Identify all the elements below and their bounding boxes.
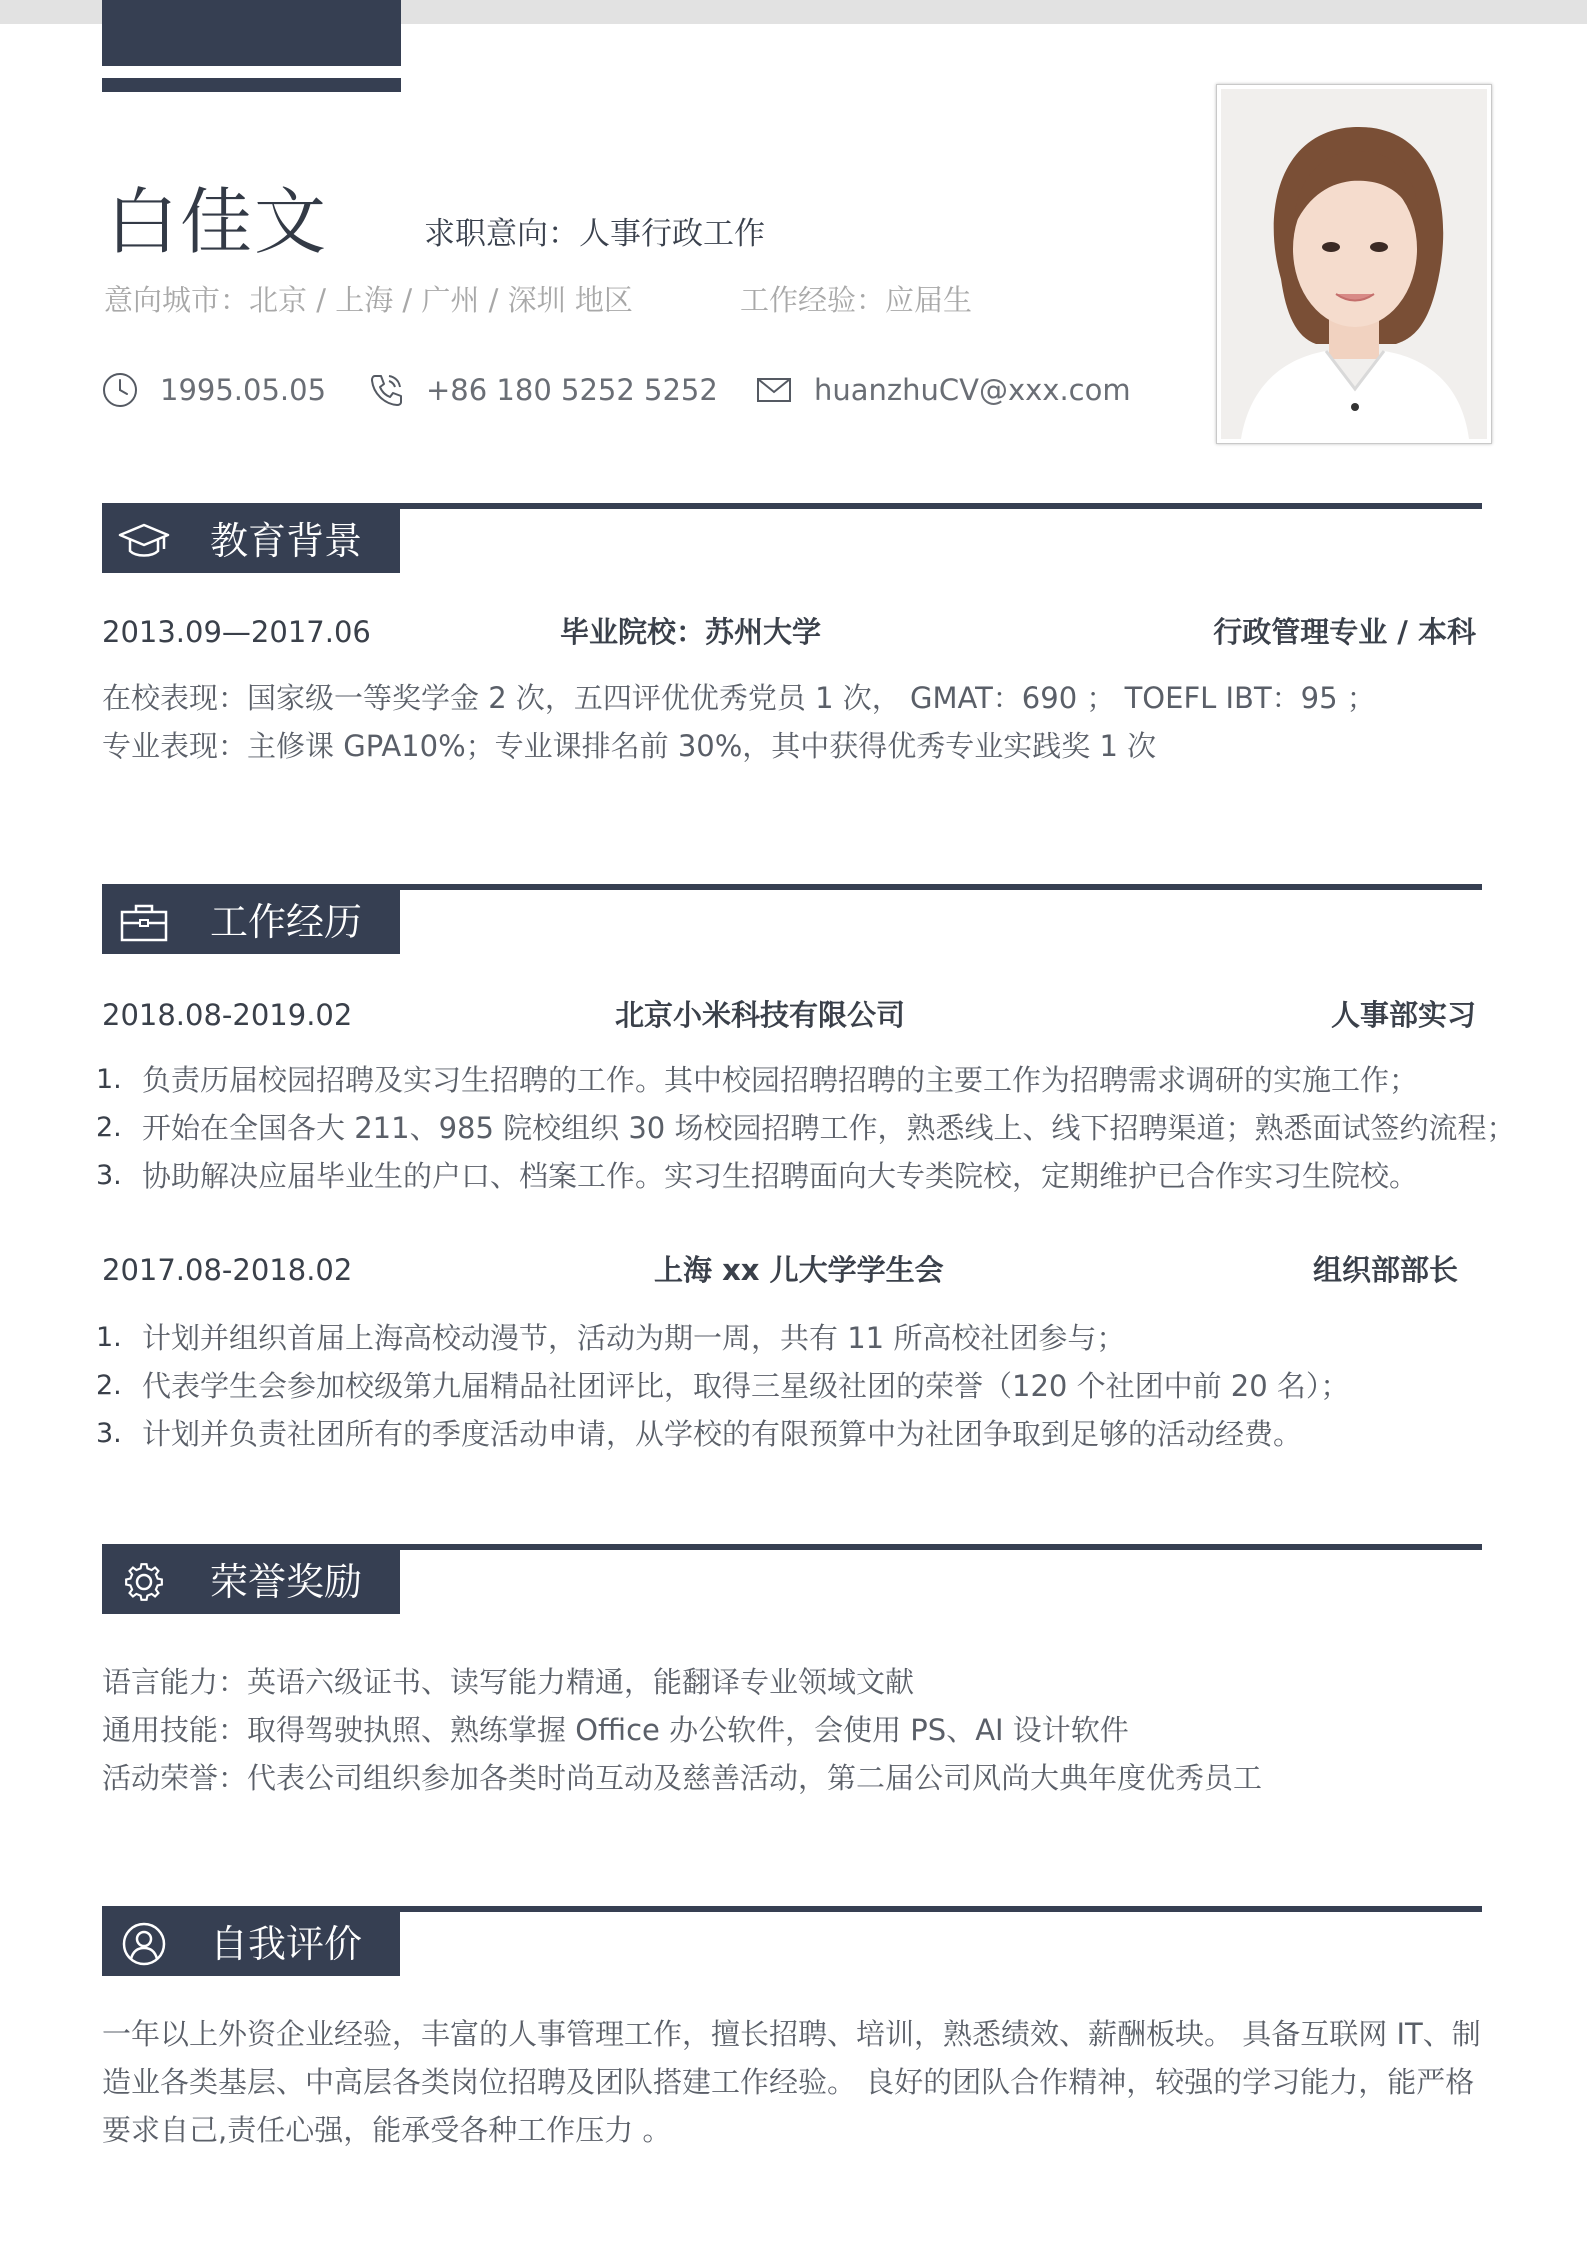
gear-icon	[116, 1558, 172, 1606]
honors-line-3: 活动荣誉：代表公司组织参加各类时尚互动及慈善活动，第二届公司风尚大典年度优秀员工	[102, 1761, 1263, 1795]
education-title: 教育背景	[210, 519, 363, 563]
contact-phone	[366, 368, 718, 412]
education-period: 2013.09—2017.06	[102, 615, 371, 649]
self-line-2: 造业各类基层、中高层各类岗位招聘及团队搭建工作经验。 良好的团队合作精神，较强的学习能力，能严格	[102, 2065, 1475, 2099]
job-2-role: 组织部部长	[1312, 1253, 1458, 1287]
header-decor-block	[102, 0, 401, 66]
contact-email	[754, 368, 1131, 412]
job-1-item-1-num: 1.	[96, 1064, 122, 1095]
contact-birth	[100, 368, 326, 412]
phone-number: +86 180 5252 5252	[426, 373, 718, 407]
target-city: 意向城市：北京 / 上海 / 广州 / 深圳 地区	[104, 283, 633, 317]
job-1-company: 北京小米科技有限公司	[614, 998, 905, 1032]
education-line-1: 在校表现：国家级一等奖学金 2 次，五四评优优秀党员 1 次， GMAT：690 ； TOEFL IBT：95 ；	[102, 681, 1376, 715]
education-line-2: 专业表现：主修课 GPA10%；专业课排名前 30%，其中获得优秀专业实践奖 1 次	[102, 729, 1157, 763]
honors-section-tab	[102, 1550, 400, 1614]
job-1-item-3-num: 3.	[96, 1160, 122, 1191]
birth-date: 1995.05.05	[160, 373, 327, 407]
clock-icon	[100, 370, 140, 410]
job-1-item-2: 开始在全国各大 211、985 院校组织 30 场校园招聘工作，熟悉线上、线下招聘渠道；熟悉面试签约流程；	[142, 1111, 1516, 1145]
job-2-item-3: 计划并负责社团所有的季度活动申请，从学校的有限预算中为社团争取到足够的活动经费。	[142, 1417, 1303, 1451]
graduation-cap-icon	[116, 517, 172, 565]
honors-title: 荣誉奖励	[210, 1560, 363, 1604]
education-major: 行政管理专业 / 本科	[1213, 615, 1476, 649]
briefcase-icon	[116, 898, 172, 946]
self-line-1: 一年以上外资企业经验，丰富的人事管理工作，擅长招聘、培训，熟悉绩效、薪酬板块。 具备互联网 IT、制	[102, 2017, 1481, 2051]
job-2-item-2-num: 2.	[96, 1370, 122, 1401]
work-experience: 工作经验：应届生	[740, 283, 973, 317]
job-1-role: 人事部实习	[1330, 998, 1476, 1032]
education-section-tab	[102, 509, 400, 573]
self-line-3: 要求自己,责任心强，能承受各种工作压力 。	[102, 2113, 672, 2147]
header-decor-line	[102, 78, 401, 92]
job-1-item-2-num: 2.	[96, 1112, 122, 1143]
phone-icon	[366, 370, 406, 410]
job-2-period: 2017.08-2018.02	[102, 1253, 353, 1287]
self-section-tab	[102, 1912, 400, 1976]
job-1-period: 2018.08-2019.02	[102, 998, 353, 1032]
mail-icon	[754, 370, 794, 410]
job-2-item-1-num: 1.	[96, 1322, 122, 1353]
honors-line-2: 通用技能：取得驾驶执照、熟练掌握 Office 办公软件，会使用 PS、AI 设计软件	[102, 1713, 1129, 1747]
job-intention: 求职意向：人事行政工作	[424, 216, 765, 252]
job-1-item-1: 负责历届校园招聘及实习生招聘的工作。其中校园招聘招聘的主要工作为招聘需求调研的实施工作；	[142, 1063, 1419, 1097]
user-icon	[116, 1920, 172, 1968]
job-2-item-1: 计划并组织首届上海高校动漫节，活动为期一周，共有 11 所高校社团参与；	[142, 1321, 1126, 1355]
job-2-item-3-num: 3.	[96, 1418, 122, 1449]
self-title: 自我评价	[210, 1922, 363, 1966]
job-1-item-3: 协助解决应届毕业生的户口、档案工作。实习生招聘面向大专类院校，定期维护已合作实习生院校。	[142, 1159, 1419, 1193]
profile-photo	[1216, 84, 1492, 444]
education-school: 毕业院校：苏州大学	[560, 615, 822, 649]
job-2-item-2: 代表学生会参加校级第九届精品社团评比，取得三星级社团的荣誉（120 个社团中前 20 名）；	[142, 1369, 1350, 1403]
job-2-company: 上海 xx 儿大学学生会	[654, 1253, 944, 1287]
email-address: huanzhuCV@xxx.com	[814, 373, 1131, 407]
work-title: 工作经历	[210, 900, 363, 944]
candidate-name: 白佳文	[106, 180, 329, 264]
honors-line-1: 语言能力：英语六级证书、读写能力精通，能翻译专业领域文献	[102, 1665, 915, 1699]
work-section-tab	[102, 890, 400, 954]
